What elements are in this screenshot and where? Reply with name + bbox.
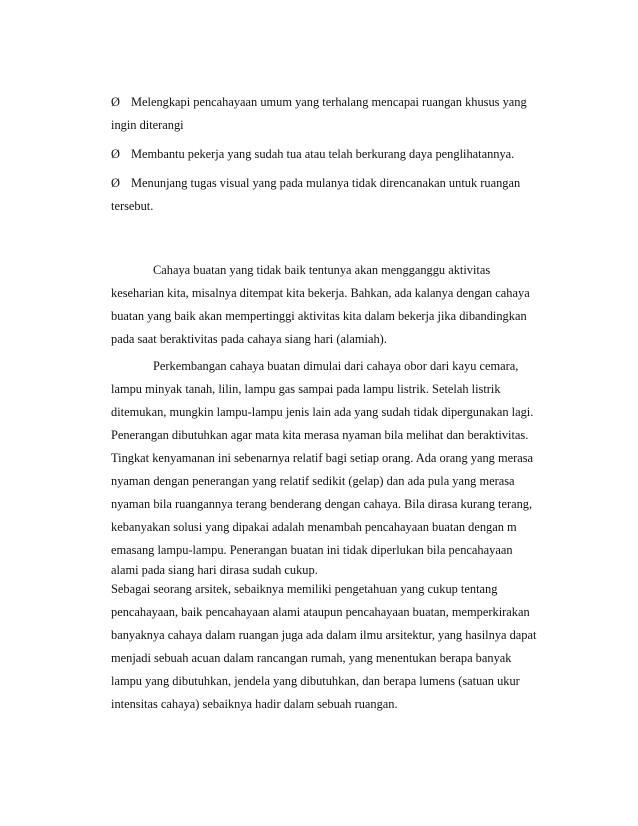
- paragraph-line: nyaman bila ruangannya terang benderang dengan cahaya. Bila dirasa kurang terang,: [111, 497, 533, 511]
- paragraph-line: Cahaya buatan yang tidak baik tentunya akan mengganggu aktivitas: [153, 263, 491, 277]
- paragraph-line: buatan yang baik akan mempertinggi aktivitas kita dalam bekerja jika dibandingkan: [111, 309, 527, 323]
- paragraph-line: pada saat beraktivitas pada cahaya siang hari (alamiah).: [111, 332, 387, 346]
- paragraph-line: menjadi sebuah acuan dalam rancangan rumah, yang menentukan berapa banyak: [111, 651, 512, 665]
- paragraph-line: kebanyakan solusi yang dipakai adalah menambah pencahayaan buatan dengan m: [111, 520, 517, 534]
- bullet-item: [111, 146, 514, 162]
- bullet-arrow-icon: Ø: [111, 176, 120, 190]
- paragraph-line: lampu minyak tanah, lilin, lampu gas sampai pada lampu listrik. Setelah listrik: [111, 382, 501, 396]
- paragraph-line: nyaman dengan penerangan yang relatif sedikit (gelap) dan ada pula yang merasa: [111, 474, 515, 488]
- paragraph-line: intensitas cahaya) sebaiknya hadir dalam sebuah ruangan.: [111, 697, 398, 711]
- paragraph-line: Tingkat kenyamanan ini sebenarnya relatif bagi setiap orang. Ada orang yang merasa: [111, 451, 534, 465]
- bullet-text-continuation: tersebut.: [111, 199, 154, 213]
- paragraph-line: keseharian kita, misalnya ditempat kita bekerja. Bahkan, ada kalanya dengan cahaya: [111, 286, 530, 300]
- paragraph-line: alami pada siang hari dirasa sudah cukup.: [111, 563, 318, 577]
- bullet-text: Melengkapi pencahayaan umum yang terhalang mencapai ruangan khusus yang: [131, 95, 527, 109]
- paragraph-line: lampu yang dibutuhkan, jendela yang dibutuhkan, dan berapa lumens (satuan ukur: [111, 674, 520, 688]
- bullet-text: Menunjang tugas visual yang pada mulanya tidak direncanakan untuk ruangan: [131, 176, 521, 190]
- paragraph-line: Sebagai seorang arsitek, sebaiknya memiliki pengetahuan yang cukup tentang: [111, 582, 498, 596]
- bullet-text: Membantu pekerja yang sudah tua atau telah berkurang daya penglihatannya.: [131, 147, 515, 161]
- paragraph-line: banyaknya cahaya dalam ruangan juga ada dalam ilmu arsitektur, yang hasilnya dapat: [111, 628, 537, 642]
- bullet-item: [111, 94, 527, 110]
- paragraph-line: pencahayaan, baik pencahayaan alami ataupun pencahayaan buatan, memperkirakan: [111, 605, 530, 619]
- bullet-arrow-icon: Ø: [111, 95, 120, 109]
- paragraph-line: ditemukan, mungkin lampu-lampu jenis lain ada yang sudah tidak dipergunakan lagi.: [111, 405, 534, 419]
- paragraph-line: Penerangan dibutuhkan agar mata kita merasa nyaman bila melihat dan beraktivitas.: [111, 428, 529, 442]
- paragraph-line: Perkembangan cahaya buatan dimulai dari cahaya obor dari kayu cemara,: [153, 359, 519, 373]
- paragraph-line: emasang lampu-lampu. Penerangan buatan ini tidak diperlukan bila pencahayaan: [111, 543, 513, 557]
- bullet-item: [111, 175, 520, 191]
- bullet-text-continuation: ingin diterangi: [111, 118, 184, 132]
- bullet-arrow-icon: Ø: [111, 147, 120, 161]
